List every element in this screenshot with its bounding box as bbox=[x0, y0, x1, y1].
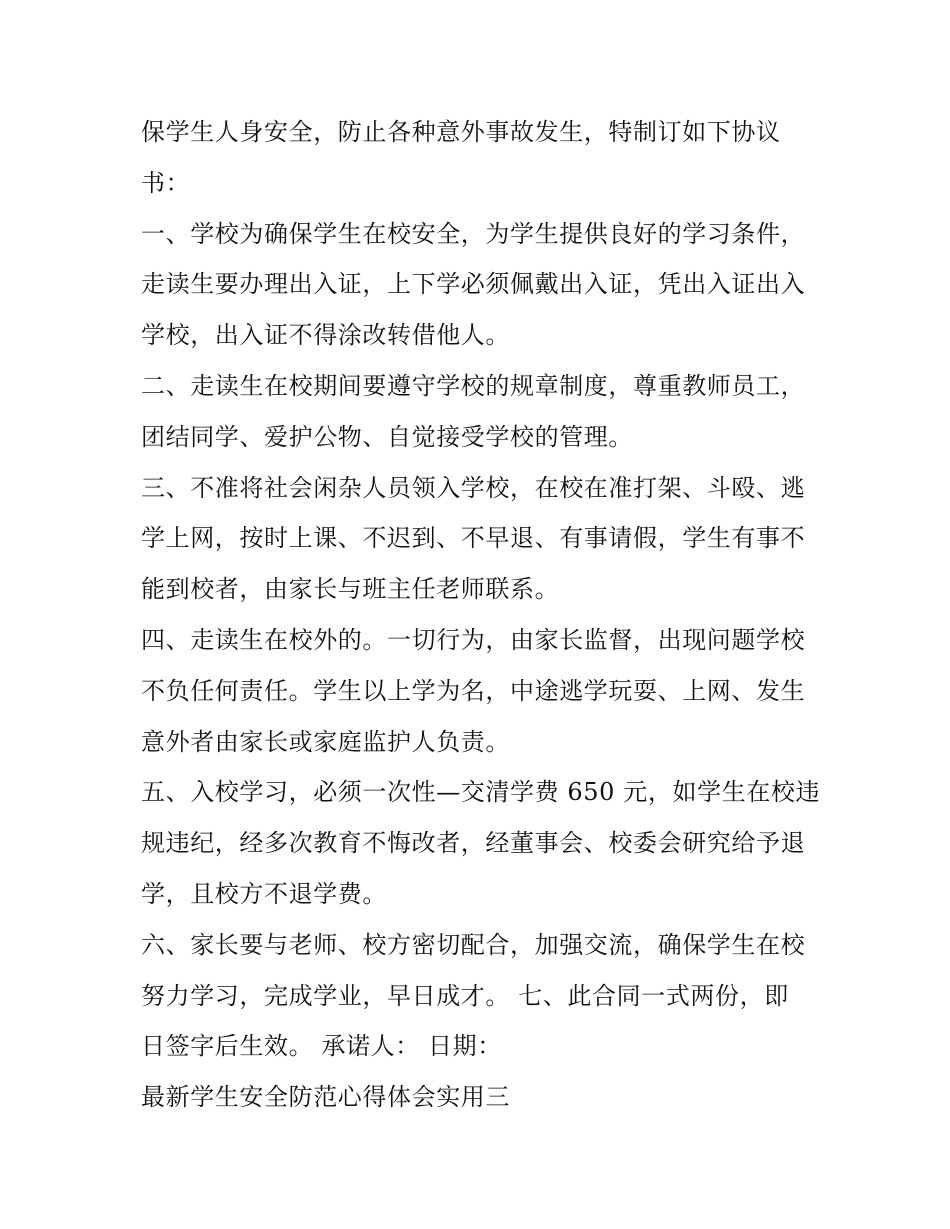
document-body bbox=[141, 107, 821, 1123]
text-line: 日签字后生效。 承诺人： 日期： bbox=[141, 1032, 502, 1061]
text-line: 走读生要办理出入证，上下学必须佩戴出入证，凭出入证出入 bbox=[141, 270, 806, 299]
text-line: 保学生人身安全，防止各种意外事故发生，特制订如下协议 bbox=[141, 118, 781, 146]
text-line: 学，且校方不退学费。 bbox=[141, 879, 387, 908]
text-line: 四、走读生在校外的。一切行为，由家长监督，出现问题学校 bbox=[141, 625, 806, 654]
text-line: 团结同学、爱护公物、自觉接受学校的管理。 bbox=[141, 422, 633, 451]
text-line: 不负任何责任。学生以上学为名，中途逃学玩耍、上网、发生 bbox=[141, 676, 806, 705]
text-line: 学校，出入证不得涂改转借他人。 bbox=[141, 321, 510, 350]
text-line: 五、入校学习，必须一次性—交清学费 650 元，如学生在校违 bbox=[141, 778, 821, 807]
text-line: 规违纪，经多次教育不悔改者，经董事会、校委会研究给予退 bbox=[141, 829, 806, 858]
text-line: 一、学校为确保学生在校安全，为学生提供良好的学习条件， bbox=[141, 219, 806, 248]
text-line: 学上网，按时上课、不迟到、不早退、有事请假，学生有事不 bbox=[141, 524, 806, 553]
text-line: 能到校者，由家长与班主任老师联系。 bbox=[141, 575, 560, 604]
text-line: 书： bbox=[141, 168, 191, 197]
section-heading: 最新学生安全防范心得体会实用三 bbox=[141, 1083, 510, 1112]
text-line: 二、走读生在校期间要遵守学校的规章制度，尊重教师员工， bbox=[141, 371, 806, 400]
text-line: 六、家长要与老师、校方密切配合，加强交流，确保学生在校 bbox=[141, 930, 806, 959]
text-line: 意外者由家长或家庭监护人负责。 bbox=[141, 727, 510, 756]
text-line: 三、不准将社会闲杂人员领入学校，在校在准打架、斗殴、逃 bbox=[141, 473, 806, 502]
text-line: 努力学习，完成学业，早日成才。 七、此合同一式两份，即 bbox=[141, 981, 789, 1010]
